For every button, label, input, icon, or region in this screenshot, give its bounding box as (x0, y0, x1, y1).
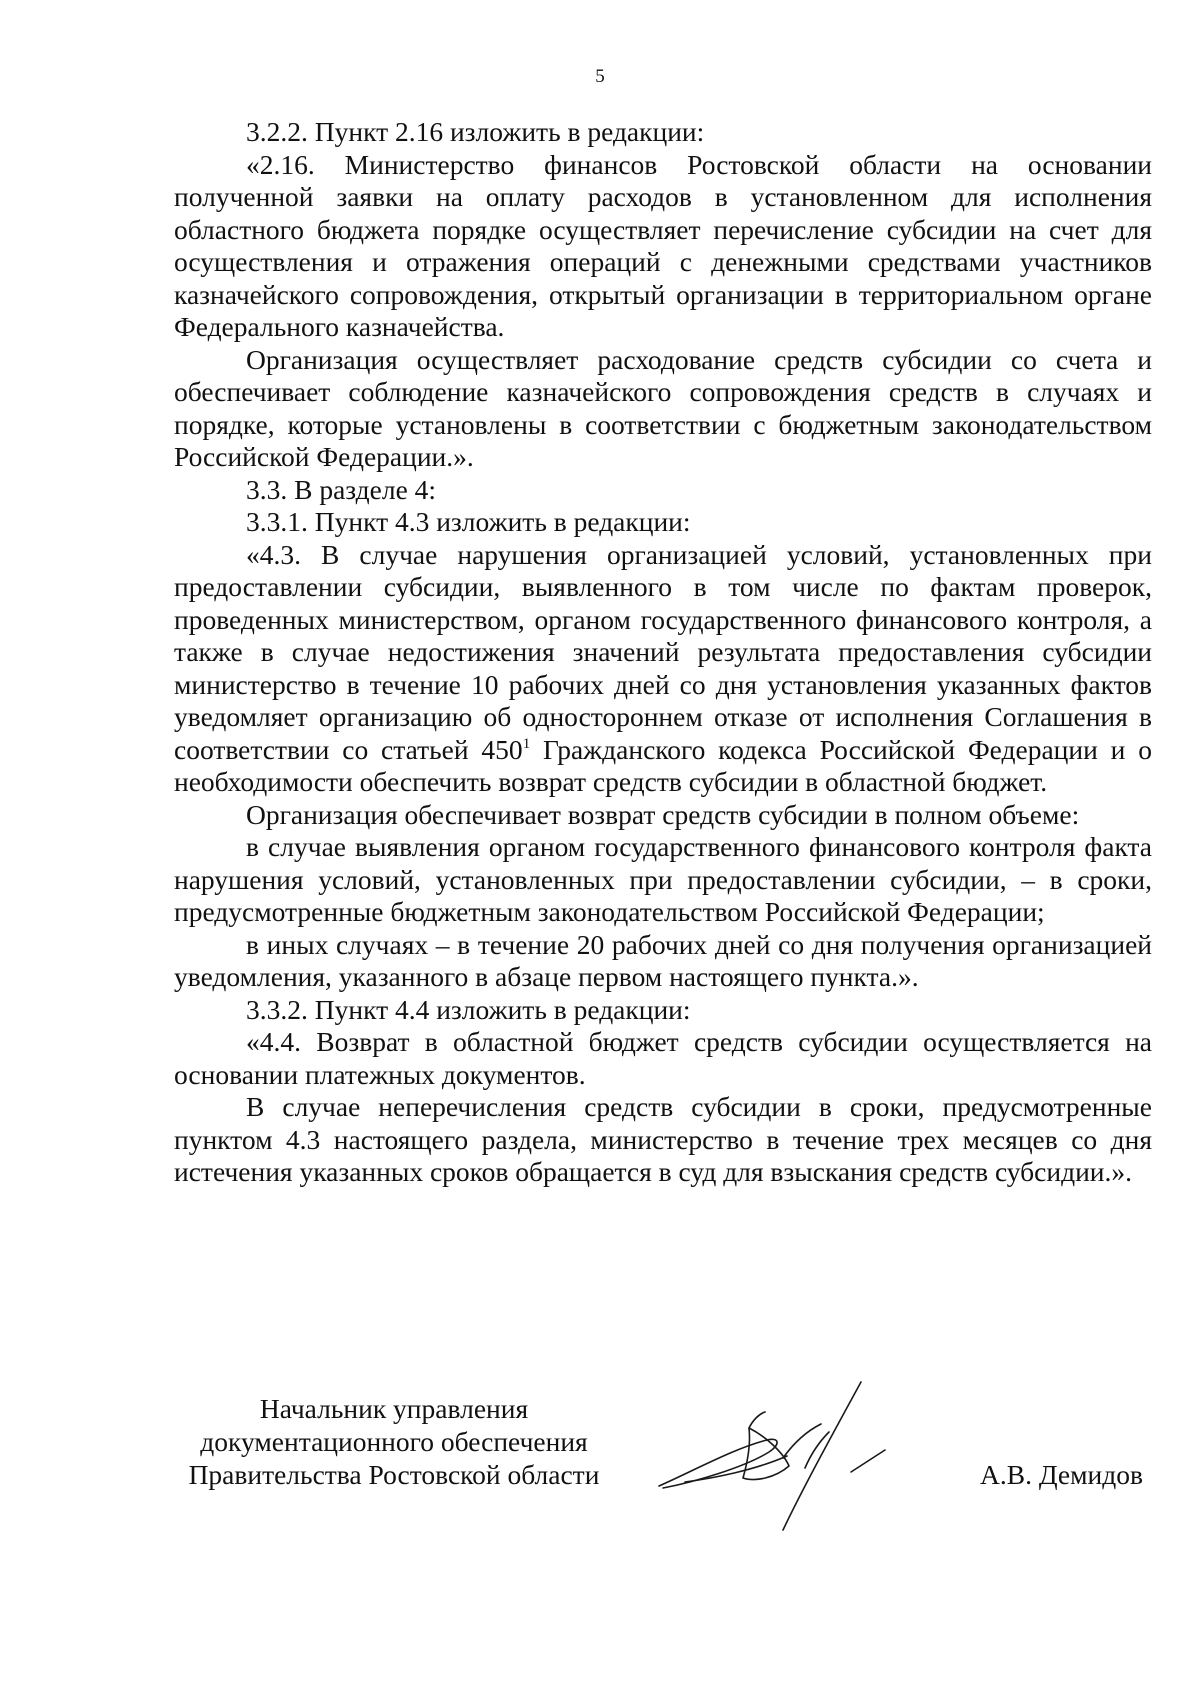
position-line: документационного обеспечения (200, 1426, 588, 1457)
paragraph-refund-other: в иных случаях – в течение 20 рабочих дней со дня получения организацией уведомления, указанного в абзаце первом настоящего пункта.». (174, 928, 1152, 992)
paragraph-3-3: 3.3. В разделе 4: (246, 473, 437, 505)
paragraph-refund-full: Организация обеспечивает возврат средств субсидии в полном объеме: (246, 798, 1080, 830)
paragraph-3-2-2: 3.2.2. Пункт 2.16 изложить в редакции: (246, 116, 705, 147)
paragraph-4-3: «4.3. В случае нарушения организацией условий, установленных при предоставлении субсидии, выявленного в том числе по фактам проверок, проведенных министерством, органом государственного финансового контроля, а также в случае недостижения значений результата предоставления субсидии министерство в течение 10 рабочих дней со дня установления указанных фактов уведомляет организацию об одностороннем отказе от исполнения Соглашения в соответствии со статьей $450^1$ Гражданского кодекса Российской Федерации и о необходимости обеспечить возврат средств субсидии в областной бюджет. (174, 538, 1152, 797)
paragraph-refund-control: в случае выявления органом государственного финансового контроля факта нарушения условий, установленных при предоставлении субсидии, – в сроки, предусмотренные бюджетным законодательством Российской Федерации; (174, 831, 1152, 927)
paragraph-account-spending: Организация осуществляет расходование средств субсидии со счета и обеспечивает соблюдение казначейского сопровождения средств в случаях и порядке, которые установлены в соответствии с бюджетным законодательством Российской Федерации.». (174, 343, 1152, 472)
paragraph-2-16: «2.16. Министерство финансов Ростовской области на основании полученной заявки на оплату расходов в установленном для исполнения областного бюджета порядке осуществляет перечисление субсидии на счет для осуществления и отражения операций с денежными средствами участников казначейского сопровождения, открытый организации в территориальном органе Федерального казначейства. (174, 148, 1152, 342)
paragraph-court-recovery: В случае неперечисления средств субсидии в сроки, предусмотренные пунктом 4.3 настоящего раздела, министерство в течение трех месяцев со дня истечения указанных сроков обращается в суд для взыскания средств субсидии.». (174, 1091, 1152, 1187)
document-body (174, 116, 1152, 1189)
position-line: Правительства Ростовской области (188, 1459, 600, 1490)
page-number: 5 (595, 66, 605, 87)
paragraph-3-3-2: 3.3.2. Пункт 4.4 изложить в редакции: (246, 993, 691, 1025)
signatory-name: А.В. Демидов (980, 1459, 1143, 1490)
position-line: Начальник управления (259, 1393, 529, 1424)
superscript: 1 (522, 735, 531, 752)
paragraph-3-3-1: 3.3.1. Пункт 4.3 изложить в редакции: (246, 506, 691, 537)
handwritten-signature (655, 1374, 915, 1544)
paragraph-4-4: «4.4. Возврат в областной бюджет средств субсидии осуществляется на основании платежных документов. (174, 1026, 1152, 1090)
signature-block (0, 1392, 1200, 1562)
signatory-position (174, 1392, 614, 1491)
